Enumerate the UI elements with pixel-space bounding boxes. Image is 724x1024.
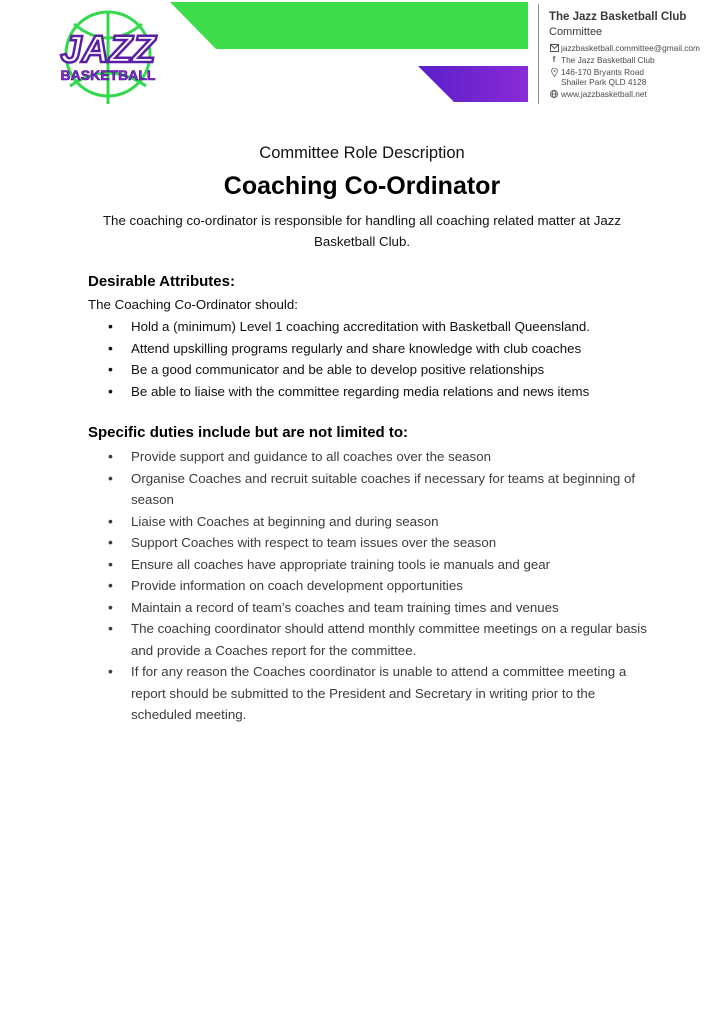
- location-icon: [549, 67, 559, 77]
- logo-text-basketball: BASKETBALL: [60, 67, 156, 83]
- contact-address-line1: 146-170 Bryants Road: [561, 67, 645, 77]
- document-intro: The coaching co-ordinator is responsible for handling all coaching related matter at Jazz Basketball Club.: [102, 213, 622, 249]
- list-item: • Hold a (minimum) Level 1 coaching accreditation with Basketball Queensland.: [108, 316, 648, 338]
- contact-email[interactable]: [549, 43, 721, 53]
- header-purple-band: [418, 66, 528, 102]
- list-item: • Provide information on coach development opportunities: [108, 575, 648, 597]
- header-divider: [538, 4, 539, 104]
- list-item: • Be able to liaise with the committee regarding media relations and news items: [108, 381, 648, 403]
- list-item: • Ensure all coaches have appropriate training tools ie manuals and gear: [108, 554, 648, 576]
- club-contact-block: [549, 10, 721, 101]
- list-item: • Liaise with Coaches at beginning and during season: [108, 511, 648, 533]
- contact-address: [549, 67, 721, 87]
- logo-text-jazz: JAZZ: [60, 29, 156, 71]
- globe-icon: [549, 89, 559, 98]
- list-item: • Provide support and guidance to all coaches over the season: [108, 446, 648, 468]
- duties-list: [108, 446, 648, 726]
- list-item: • Support Coaches with respect to team issues over the season: [108, 532, 648, 554]
- duties-heading: Specific duties include but are not limited to:: [88, 424, 409, 441]
- contact-website-text: www.jazzbasketball.net: [561, 89, 647, 99]
- email-icon: [549, 43, 559, 52]
- jazz-basketball-logo: [44, 8, 174, 108]
- contact-facebook[interactable]: [549, 55, 721, 65]
- contact-email-text: jazzbasketball.committee@gmail.com: [561, 43, 700, 53]
- list-item: • Organise Coaches and recruit suitable coaches if necessary for teams at beginning of season: [108, 468, 648, 511]
- list-item: • Maintain a record of team’s coaches and team training times and venues: [108, 597, 648, 619]
- facebook-icon: f: [552, 55, 556, 64]
- contact-website[interactable]: [549, 89, 721, 99]
- document-title: Coaching Co-Ordinator: [223, 172, 501, 200]
- list-item: • The coaching coordinator should attend monthly committee meetings on a regular basis and provide a Coaches report for the committee.: [108, 618, 648, 661]
- list-item: • If for any reason the Coaches coordinator is unable to attend a committee meeting a report should be submitted to the President and Secretary in writing prior to the scheduled meeting.: [108, 661, 648, 726]
- attributes-lead: The Coaching Co-Ordinator should:: [88, 297, 298, 312]
- header-green-band: [170, 2, 528, 49]
- contact-address-line2: Shailer Park QLD 4128: [561, 77, 647, 87]
- document-subtitle: Committee Role Description: [259, 144, 465, 162]
- attributes-heading: Desirable Attributes:: [88, 273, 235, 290]
- list-item: • Attend upskilling programs regularly and share knowledge with club coaches: [108, 338, 648, 360]
- list-item: • Be a good communicator and be able to develop positive relationships: [108, 359, 648, 381]
- contact-facebook-text: The Jazz Basketball Club: [561, 55, 655, 65]
- club-subtitle: Committee: [549, 26, 603, 38]
- club-name: The Jazz Basketball Club: [549, 11, 687, 23]
- attributes-list: [108, 316, 648, 402]
